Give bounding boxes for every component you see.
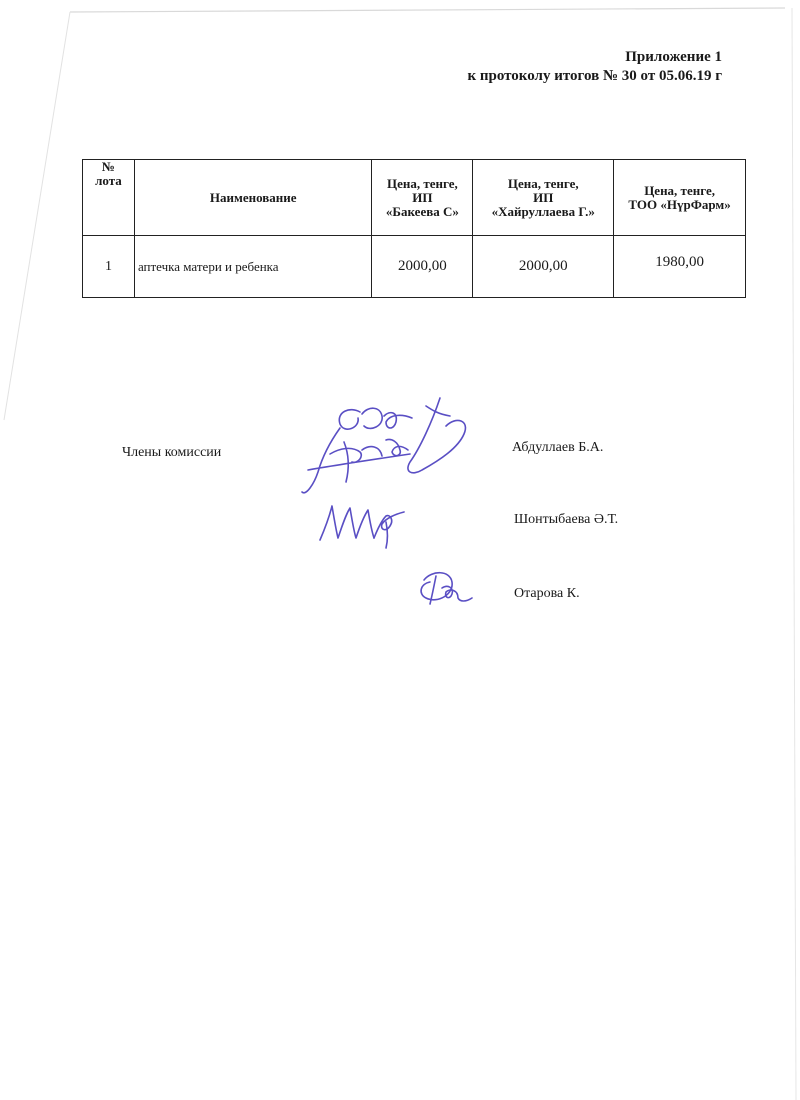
header-price-nurfarm: Цена, тенге, ТОО «НүрФарм» xyxy=(614,160,746,236)
cell-lot-number: 1 xyxy=(83,236,135,298)
member-shontybaeva: Шонтыбаева Ә.Т. xyxy=(514,512,619,527)
header-price-khairullaeva: Цена, тенге, ИП «Хайруллаева Г.» xyxy=(473,160,614,236)
appendix-subtitle: к протоколу итогов № 30 от 05.06.19 г xyxy=(467,68,722,84)
appendix-title: Приложение 1 xyxy=(625,49,722,65)
table-header-row xyxy=(83,160,746,236)
table-row xyxy=(83,236,746,298)
cell-price-bakeeva: 2000,00 xyxy=(372,236,473,298)
signature-shontybaeva xyxy=(316,498,412,550)
cell-price-nurfarm: 1980,00 xyxy=(614,236,746,298)
header-lot-number: № лота xyxy=(83,160,135,236)
cell-price-khairullaeva: 2000,00 xyxy=(473,236,614,298)
signature-otarova xyxy=(414,566,474,608)
appendix-header xyxy=(467,48,722,86)
member-abdullaev: Абдуллаев Б.А. xyxy=(512,440,604,455)
header-name: Наименование xyxy=(134,160,372,236)
header-price-bakeeva: Цена, тенге, ИП «Бакеева С» xyxy=(372,160,473,236)
lots-price-table xyxy=(82,159,746,298)
signature-abdullaev xyxy=(300,392,470,500)
member-otarova: Отарова К. xyxy=(514,586,580,601)
commission-label: Члены комиссии xyxy=(122,445,222,460)
cell-item-name: аптечка матери и ребенка xyxy=(134,236,372,298)
